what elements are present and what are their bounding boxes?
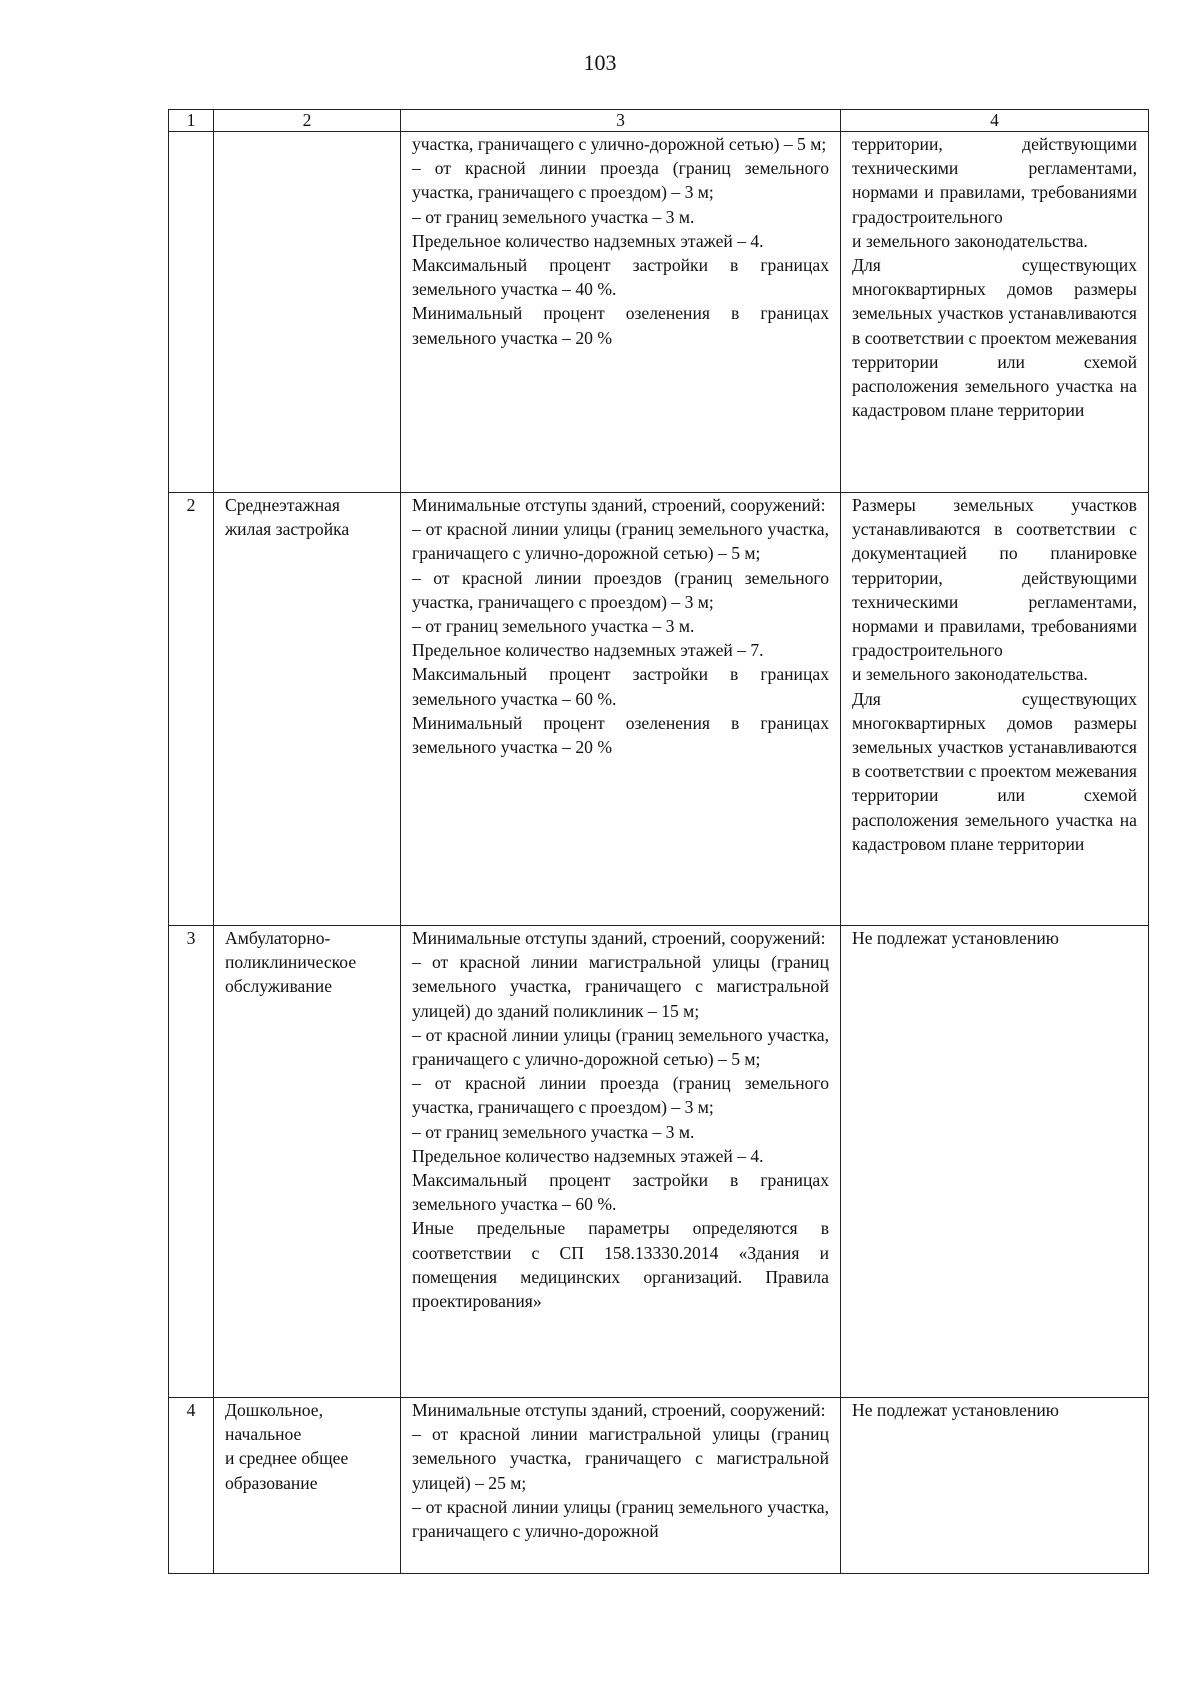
permitted-use (214, 132, 401, 493)
table-row (169, 926, 1149, 1398)
parameter-line: – от границ земельного участка – 3 м. (412, 616, 695, 637)
plot-size-rules (841, 493, 1149, 926)
page-number: 103 (583, 50, 617, 75)
parameter-line: – от красной линии проезда (границ земельного участка, граничащего с проездом) – 3 м; (412, 1073, 829, 1118)
row-number (169, 132, 214, 493)
plot-size-line: и земельного законодательства. (852, 664, 1088, 685)
column-number-2: 2 (214, 110, 401, 132)
building-parameters (401, 132, 841, 493)
parameter-line: – от красной линии магистральной улицы (границ земельного участка, граничащего с магистральной улицей) – 25 м; (412, 1424, 829, 1493)
parameter-line: Предельное количество надземных этажей – 7. (412, 640, 764, 661)
building-parameters (401, 1398, 841, 1574)
parameter-line: Минимальные отступы зданий, строений, сооружений: (412, 495, 826, 515)
parameter-line: – от красной линии проезда (границ земельного участка, граничащего с проездом) – 3 м; (412, 158, 829, 203)
permitted-use-line: Амбулаторно-поликлиническое обслуживание (225, 928, 357, 997)
parameter-line: – от границ земельного участка – 3 м. (412, 1121, 695, 1142)
row-number: 3 (169, 926, 214, 1398)
parameter-line: – от красной линии магистральной улицы (границ земельного участка, граничащего с магистральной улицей) до зданий поликлиник – 15 м; (412, 952, 829, 1021)
parameter-line: Минимальный процент озеленения в границах земельного участка – 20 % (412, 303, 829, 348)
parameter-line: – от красной линии улицы (границ земельного участка, граничащего с улично-дорожной (412, 1496, 829, 1542)
parameter-line: Предельное количество надземных этажей – 4. (412, 1145, 764, 1166)
plot-size-rules (841, 1398, 1149, 1574)
plot-size-line: территории, действующими техническими регламентами, нормами и правилами, требованиями градостроительного (852, 134, 1137, 227)
parameter-line: Иные предельные параметры определяются в соответствии с СП 158.13330.2014 «Здания и помещения медицинских организаций. Правила проектирования» (412, 1218, 829, 1312)
plot-size-line: Размеры земельных участков устанавливаются в соответствии с документацией по планировке территории, действующими техническими регламентами, нормами и правилами, требованиями градостроительного (852, 495, 1137, 661)
parameter-line: – от красной линии улицы (границ земельного участка, граничащего с улично-дорожной сетью) – 5 м; (412, 1024, 829, 1070)
parameter-line: Максимальный процент застройки в границах земельного участка – 60 %. (412, 1170, 829, 1215)
row-number: 2 (169, 493, 214, 926)
plot-size-line: Для существующих многоквартирных домов размеры земельных участков устанавливаются в соответствии с проектом межевания территории или схемой расположения земельного участка на кадастровом плане территории (852, 688, 1138, 854)
table-row (169, 1398, 1149, 1574)
building-parameters (401, 493, 841, 926)
plot-size-line: Для существующих многоквартирных домов размеры земельных участков устанавливаются в соответствии с проектом межевания территории или схемой расположения земельного участка на кадастровом плане территории (852, 255, 1138, 421)
regulations-table (168, 109, 1149, 1574)
permitted-use-line: и среднее общее образование (225, 1448, 349, 1493)
column-number-row (169, 110, 1149, 132)
parameter-line: Минимальные отступы зданий, строений, сооружений: (412, 928, 826, 948)
permitted-use (214, 1398, 401, 1574)
plot-size-rules (841, 926, 1149, 1398)
parameter-line: Максимальный процент застройки в границах земельного участка – 60 %. (412, 664, 829, 709)
permitted-use-line: Дошкольное, начальное (225, 1400, 324, 1445)
building-parameters (401, 926, 841, 1398)
table-row (169, 132, 1149, 493)
parameter-line: – от красной линии улицы (границ земельного участка, граничащего с улично-дорожной сетью) – 5 м; (412, 519, 829, 564)
plot-size-line: Не подлежат установлению (852, 1400, 1059, 1420)
parameter-line: Предельное количество надземных этажей – 4. (412, 230, 764, 251)
table-row (169, 493, 1149, 926)
column-number-1: 1 (169, 110, 214, 132)
parameter-line: участка, граничащего с улично-дорожной сетью) – 5 м; (412, 134, 827, 154)
parameter-line: Минимальные отступы зданий, строений, сооружений: (412, 1400, 826, 1420)
permitted-use-line: Среднеэтажная жилая застройка (225, 495, 350, 540)
permitted-use (214, 926, 401, 1398)
column-number-4: 4 (841, 110, 1149, 132)
column-number-3: 3 (401, 110, 841, 132)
parameter-line: Минимальный процент озеленения в границах земельного участка – 20 % (412, 712, 829, 758)
plot-size-line: и земельного законодательства. (852, 230, 1088, 251)
parameter-line: – от границ земельного участка – 3 м. (412, 206, 695, 227)
plot-size-line: Не подлежат установлению (852, 928, 1059, 948)
plot-size-rules (841, 132, 1149, 493)
permitted-use (214, 493, 401, 926)
row-number: 4 (169, 1398, 214, 1574)
parameter-line: – от красной линии проездов (границ земельного участка, граничащего с проездом) – 3 м; (412, 567, 829, 612)
parameter-line: Максимальный процент застройки в границах земельного участка – 40 %. (412, 255, 829, 300)
